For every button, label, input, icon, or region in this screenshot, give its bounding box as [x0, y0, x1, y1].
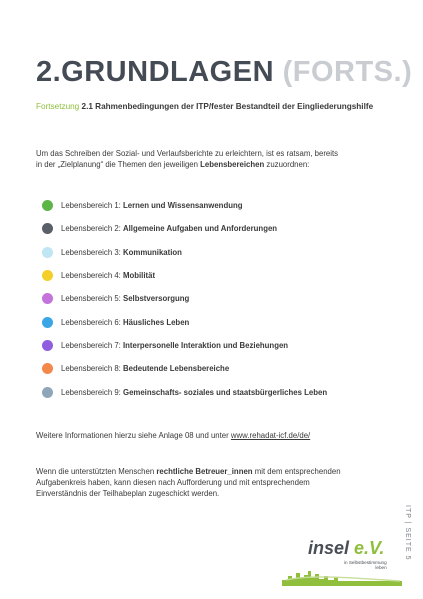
lebensbereich-item	[42, 241, 382, 264]
info-link[interactable]: www.rehadat-icf.de/de/	[230, 431, 311, 440]
lebensbereich-item	[42, 287, 382, 310]
lebensbereich-name: Allgemeine Aufgaben und Anforderungen	[123, 224, 278, 234]
lebensbereich-name: Bedeutende Lebensbereiche	[123, 364, 230, 374]
logo-wordmark	[308, 538, 384, 559]
color-dot-icon	[42, 317, 53, 328]
color-dot-icon	[42, 247, 53, 258]
lebensbereich-item	[42, 264, 382, 287]
lebensbereich-number: Lebensbereich 4:	[61, 271, 123, 281]
lebensbereich-item	[42, 380, 382, 403]
lebensbereich-number: Lebensbereich 9:	[61, 387, 123, 397]
intro-line-1: Um das Schreiben der Sozial- und Verlaufsberichte zu erleichtern, ist es ratsam, bereits	[36, 149, 339, 158]
color-dot-icon	[42, 223, 53, 234]
lebensbereich-name: Häusliches Leben	[123, 317, 190, 327]
lebensbereich-item	[42, 334, 382, 357]
lebensbereich-number: Lebensbereich 6:	[61, 317, 123, 327]
lebensbereich-number: Lebensbereich 1:	[61, 201, 123, 211]
section-subtitle	[36, 102, 373, 111]
para-line-2: Aufgabenkreis haben, kann diesen nach Aufforderung und mit entsprechendem	[36, 478, 310, 488]
info-line	[36, 431, 310, 440]
subtitle-lead: Fortsetzung	[36, 102, 80, 111]
lebensbereich-number: Lebensbereich 7:	[61, 340, 123, 350]
para-line-3: Einverständnis der Teilhabeplan zugeschickt werden.	[36, 489, 220, 499]
lebensbereich-item	[42, 310, 382, 333]
lebensbereich-number: Lebensbereich 3:	[61, 247, 123, 257]
page-title-main: 2.GRUNDLAGEN	[36, 56, 275, 88]
intro-line-2-post: zuzuordnen:	[264, 160, 310, 169]
intro-paragraph	[36, 148, 388, 170]
lebensbereich-name: Interpersonelle Interaktion und Beziehungen	[123, 340, 289, 350]
logo-tag-line-2: leben	[375, 565, 387, 571]
lebensbereich-name: Mobilität	[123, 271, 156, 281]
info-text: Weitere Informationen hierzu siehe Anlage 08 und unter	[36, 431, 231, 440]
lebensbereich-number: Lebensbereich 5:	[61, 294, 123, 304]
lebensbereich-list	[42, 194, 382, 404]
page-title	[36, 56, 412, 89]
para-line-1	[36, 466, 356, 477]
lebensbereich-number: Lebensbereich 8:	[61, 364, 123, 374]
intro-line-2	[36, 159, 388, 170]
lebensbereich-item	[42, 217, 382, 240]
page-title-suffix: (FORTS.)	[282, 56, 413, 88]
lebensbereich-item	[42, 357, 382, 380]
intro-line-2-bold: Lebensbereichen	[200, 160, 265, 169]
betreuer-paragraph	[36, 466, 356, 500]
lebensbereich-name: Gemeinschafts- soziales und staatsbürgerliches Leben	[123, 387, 328, 397]
logo-tagline	[344, 560, 387, 570]
color-dot-icon	[42, 293, 53, 304]
color-dot-icon	[42, 270, 53, 281]
lebensbereich-number: Lebensbereich 2:	[61, 224, 123, 234]
side-page-label: ITP | SEITE 5	[404, 505, 411, 561]
color-dot-icon	[42, 387, 53, 398]
lebensbereich-name: Selbstversorgung	[123, 294, 190, 304]
para-pre: Wenn die unterstützten Menschen	[36, 467, 157, 476]
lebensbereich-name: Lernen und Wissensanwendung	[123, 201, 243, 211]
logo-tag-line-1: in Selbstbestimmung	[344, 560, 387, 565]
para-line-1-post: mit dem entsprechenden	[252, 467, 341, 476]
para-bold: rechtliche Betreuer_innen	[156, 467, 253, 476]
lebensbereich-item	[42, 194, 382, 217]
logo-word-ev: e.V.	[354, 538, 385, 558]
intro-line-2-pre: in der „Zielplanung“ die Themen den jeweiligen	[36, 160, 201, 169]
lebensbereich-name: Kommunikation	[123, 247, 182, 257]
color-dot-icon	[42, 200, 53, 211]
insel-ev-logo	[282, 530, 402, 586]
logo-word-insel: insel	[308, 538, 350, 558]
color-dot-icon	[42, 340, 53, 351]
subtitle-rest: 2.1 Rahmenbedingungen der ITP/fester Bestandteil der Eingliederungshilfe	[81, 102, 374, 111]
color-dot-icon	[42, 363, 53, 374]
